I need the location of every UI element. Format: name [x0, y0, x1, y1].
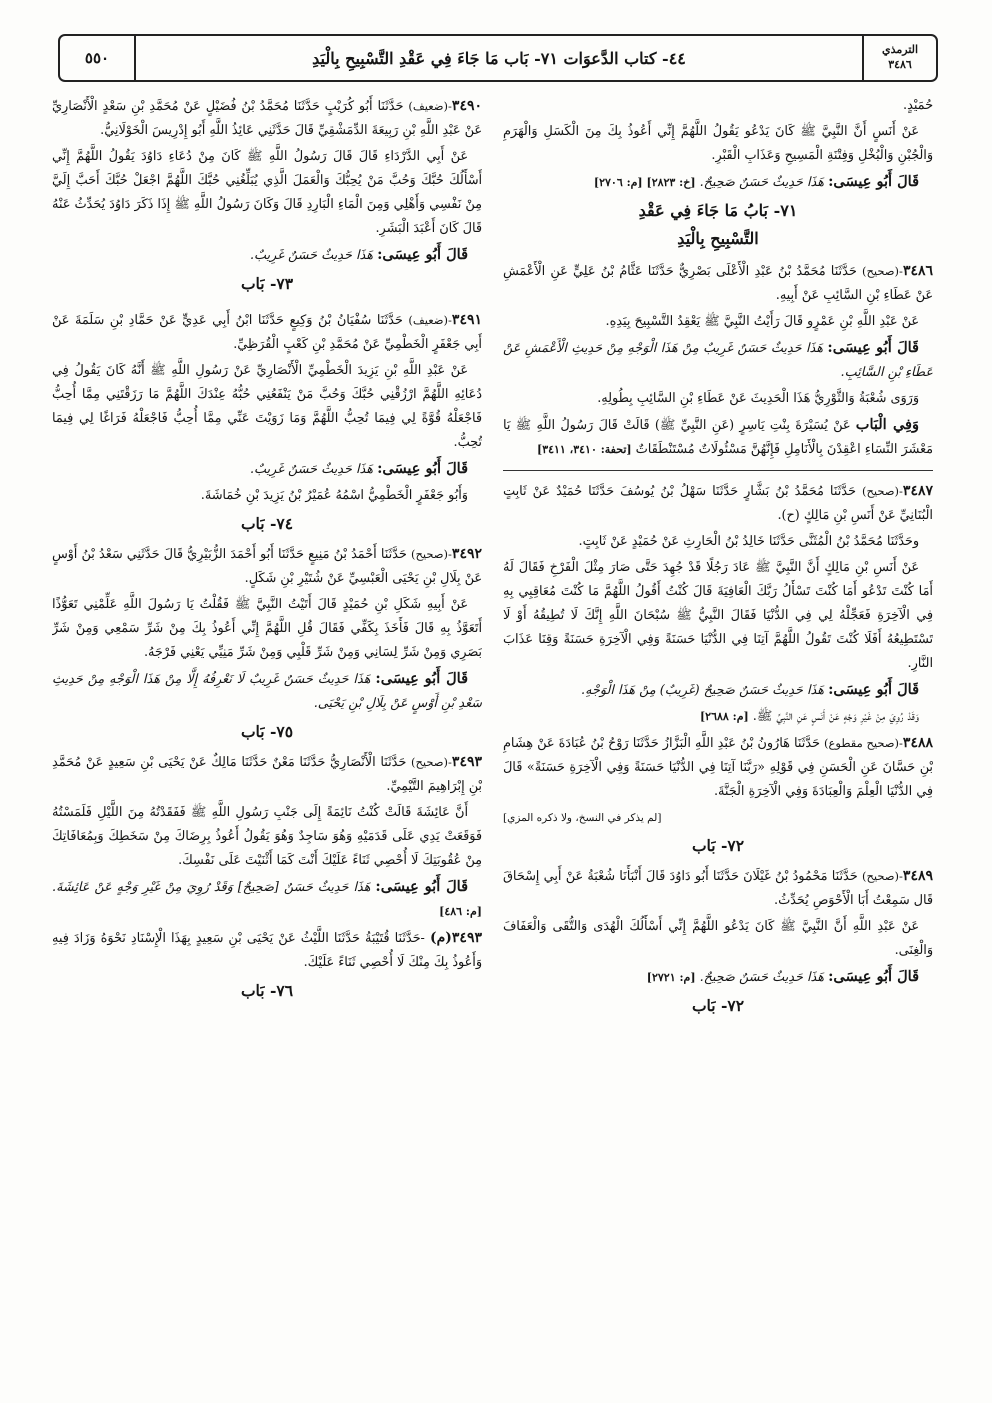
hadith-isnad: -حَدَّثَنَا قُتَيْبَةُ حَدَّثَنَا اللَّيْثُ عَنْ يَحْيَى بْنِ سَعِيدٍ بِهَذَا الْإِسْنَادِ نَحْوَهُ وَزَادَ فِيهِ وَأَعُوذُ بِكَ مِنْكَ لَا أُحْصِي ثَنَاءً عَلَيْكَ. — [52, 931, 482, 970]
grading-text: هَذَا حَدِيثٌ حَسَنٌ صَحِيحٌ. — [699, 175, 824, 190]
hadith-isnad: حَدَّثَنَا مَحْمُودُ بْنُ غَيْلَانَ حَدَّثَنَا أَبُو دَاوُدَ قَالَ أَنْبَأَنَا شُعْبَةُ عَنْ أَبِي إِسْحَاقَ قَال سَمِعْتُ أَبَا الْأَحْوَصِ يُحَدِّثُ. — [503, 869, 933, 908]
hadith-isnad: حَدَّثَنَا سُفْيَانُ بْنُ وَكِيعٍ حَدَّثَنَا ابْنُ أَبِي عَدِيٍّ عَنْ حَمَّادِ بْنِ سَلَمَةَ عَنْ أَبِي جَعْفَرٍ الْخَطْمِيِّ عَنْ مُحَمَّدِ بْنِ كَعْبٍ الْقُرَظِيِّ. — [52, 313, 482, 352]
chapter-title: ٤٤- كتاب الدَّعوَات ٧١- بَاب مَا جَاءَ فِي عَقْدِ التَّسْبِيحِ بِالْيَدِ — [312, 48, 686, 68]
reference: [م: ٤٨٦] — [439, 905, 482, 918]
chapter-74-heading: ٧٤- بَاب — [240, 514, 294, 533]
chapter-75-heading: ٧٥- بَاب — [240, 722, 294, 741]
reference: [خ: ٢٨٢٣] [م: ٢٧٠٦] — [593, 176, 696, 189]
abu-isa-label: قَالَ أَبُو عِيسَى: — [377, 246, 468, 263]
reference: [م: ٢٦٨٨] — [699, 710, 749, 723]
grading-text: هَذَا حَدِيثٌ حَسَنٌ غَرِيبٌ. — [249, 248, 373, 263]
hadith-3490-matn: عَنْ أَبِي الدَّرْدَاءِ قَالَ قَالَ رَسُولُ اللَّهِ ﷺ كَانَ مِنْ دُعَاءِ دَاوُدَ يَقُولُ اللَّهُمَّ إِنِّي أَسْأَلُكَ حُبَّكَ وَحُبَّ مَنْ يُحِبُّكَ وَالْعَمَلَ الَّذِي يُبَلِّغُنِي حُبَّكَ اللَّهُمَّ اجْعَلْ حُبَّكَ أَحَبَّ إِلَيَّ مِنْ نَفْسِي وَأَهْلِي وَمِنَ الْمَاءِ الْبَارِدِ قَالَ وَكَانَ رَسُولُ اللَّهِ ﷺ إِذَا ذَكَرَ دَاوُدَ يُحَدِّثُ عَنْهُ قَالَ كَانَ أَعْبَدَ الْبَشَرِ. — [52, 149, 482, 236]
hadith-3487 — [503, 479, 933, 528]
abu-isa-comment — [503, 678, 933, 703]
narrator-note: وَأَبُو جَعْفَرٍ الْخَطْمِيُّ اسْمُهُ عُمَيْرُ بْنُ يَزِيدَ بْنِ خُمَاشَةَ. — [200, 488, 468, 503]
continued-text: حُمَيْدٍ. — [903, 98, 933, 113]
hadith-grade: -(صحيح) — [861, 869, 903, 883]
chapter-71-title — [503, 197, 933, 253]
grading-text: هَذَا حَدِيثٌ حَسَنٌ غَرِيبٌ. — [249, 462, 373, 477]
hadith-3493 — [52, 750, 482, 799]
wa-fil-bab-label: وَفِي الْبَاب — [855, 416, 919, 433]
hadith-3487-isnad2: وحَدَّثَنَا مُحَمَّدُ بْنُ الْمُثَنَّى حَدَّثَنَا خَالِدُ بْنُ الْحَارِثِ عَنْ حُمَيْدٍ عَنْ ثَابِتٍ. — [578, 534, 919, 549]
grading-text: هَذَا حَدِيثٌ حَسَنٌ صَحِيحٌ (غَرِيبٌ) مِنْ هَذَا الْوَجْهِ. — [581, 683, 824, 698]
chapter-76-heading: ٧٦- بَاب — [240, 981, 294, 1000]
hadith-3493m — [52, 926, 482, 975]
abu-isa-comment — [503, 336, 933, 385]
hadith-3486 — [503, 259, 933, 308]
narration-note-text: وَقَدْ رُوِيَ مِنْ غَيْرِ وَجْهٍ عَنْ أَنَسٍ عَنِ النَّبِيِّ ﷺ. — [752, 709, 919, 724]
hadith-isnad: حَدَّثَنَا مُحَمَّدُ بْنُ عَبْدِ الْأَعْلَى بَصْرِيٌّ حَدَّثَنَا عَثَّامُ بْنُ عَلِيٍّ عَنِ الْأَعْمَشِ عَنْ عَطَاءِ بْنِ السَّائِبِ عَنْ أَبِيهِ. — [503, 264, 933, 303]
hadith-number: ٣٤٩٣(م) — [429, 930, 482, 946]
chapter-73-heading: ٧٣- بَاب — [240, 274, 294, 293]
wa-fil-bab-text: عَنْ يُسَيْرَةَ بِنْتِ يَاسِرٍ (عَنِ النَّبِيِّ ﷺ) قَالَتْ قَالَ رَسُولُ اللَّهِ ﷺ يَا مَعْشَرَ النِّسَاءِ اعْقِدْنَ بِالْأَنَامِلِ فَإِنَّهُنَّ مَسْئُولَاتٌ مُسْتَنْطَقَاتٌ — [503, 418, 933, 457]
book-box — [862, 36, 936, 80]
grading-text: هَذَا حَدِيثٌ حَسَنٌ صَحِيحٌ. — [699, 970, 824, 985]
hadith-3489-matn: عَنْ عَبْدِ اللَّهِ أَنَّ النَّبِيَّ ﷺ كَانَ يَدْعُو اللَّهُمَّ إِنِّي أَسْأَلُكَ الْهُدَى وَالتُّقَى وَالْعَفَافَ وَالْغِنَى. — [503, 919, 933, 958]
hadith-3492 — [52, 542, 482, 591]
abu-isa-label: قَالَ أَبُو عِيسَى: — [828, 681, 919, 698]
abu-isa-label: قَالَ أَبُو عِيسَى: — [377, 460, 468, 477]
hadith-number: ٣٤٩١ — [451, 312, 482, 328]
abu-isa-label: قَالَ أَبُو عِيسَى: — [828, 173, 919, 190]
hadith-number: ٣٤٩٠ — [451, 98, 482, 114]
grading-text: هَذَا حَدِيثٌ حَسَنٌ غَرِيبٌ مِنْ هَذَا الْوَجْهِ مِنْ حَدِيثِ الْأَعْمَشِ عَنْ عَطَاءِ بْنِ السَّائِبِ. — [503, 341, 933, 380]
narration-note: وَرَوَى شُعْبَةُ وَالثَّوْرِيُّ هَذَا الْحَدِيثَ عَنْ عَطَاءِ بْنِ السَّائِبِ بِطُولِهِ. — [597, 391, 919, 406]
reference: [م: ٢٧٢١] — [646, 971, 696, 984]
hadith-grade: -(ضعيف) — [408, 99, 452, 113]
hadith-number: ٣٤٩٣ — [451, 754, 482, 770]
hadith-number: ٣٤٨٦ — [902, 263, 933, 279]
chapter-72-heading-repeat: ٧٢- بَاب — [691, 996, 745, 1015]
book-hadith-number: ٣٤٨٦ — [888, 58, 912, 71]
hadith-isnad: حَدَّثَنَا الْأَنْصَارِيُّ حَدَّثَنَا مَعْنٌ حَدَّثَنَا مَالِكٌ عَنْ يَحْيَى بْنِ سَعِيدٍ عَنْ مُحَمَّدِ بْنِ إِبْرَاهِيمَ التَّيْمِيِّ. — [52, 755, 482, 794]
hadith-3493-matn: أَنَّ عَائِشَةَ قَالَتْ كُنْتُ نَائِمَةً إِلَى جَنْبِ رَسُولِ اللَّهِ ﷺ فَفَقَدْتُهُ مِنَ اللَّيْلِ فَلَمَسْتُهُ فَوَقَعَتْ يَدِي عَلَى قَدَمَيْهِ وَهُوَ سَاجِدٌ وَهُوَ يَقُولُ أَعُوذُ بِرِضَاكَ مِنْ سَخَطِكَ وَبِمُعَافَاتِكَ مِنْ عُقُوبَتِكَ لَا أُحْصِي ثَنَاءً عَلَيْكَ أَنْتَ كَمَا أَثْنَيْتَ عَلَى نَفْسِكَ. — [52, 805, 482, 868]
hadith-3491-matn: عَنْ عَبْدِ اللَّهِ بْنِ يَزِيدَ الْخَطْمِيِّ الْأَنْصَارِيِّ عَنْ رَسُولِ اللَّهِ ﷺ أَنَّهُ كَانَ يَقُولُ فِي دُعَائِهِ اللَّهُمَّ ارْزُقْنِي حُبَّكَ وَحُبَّ مَنْ يَنْفَعُنِي حُبُّهُ عِنْدَكَ اللَّهُمَّ مَا رَزَقْتَنِي مِمَّا أُحِبُّ فَاجْعَلْهُ قُوَّةً لِي فِيمَا تُحِبُّ اللَّهُمَّ وَمَا زَوَيْتَ عَنِّي مِمَّا أُحِبُّ فَاجْعَلْهُ فَرَاغًا لِي فِيمَا تُحِبُّ. — [52, 363, 482, 450]
wa-fil-bab — [503, 413, 933, 462]
abu-isa-comment — [503, 170, 933, 195]
book-name: الترمذي — [881, 43, 919, 57]
reference: [تحفة: ٣٤١٠، ٣٤١١] — [536, 443, 632, 456]
abu-isa-comment — [52, 667, 482, 716]
page-number: ٥٥٠ — [60, 36, 136, 80]
hadith-grade: -(ضعيف) — [408, 313, 452, 327]
hadith-3491 — [52, 308, 482, 357]
hadith-3490 — [52, 94, 482, 143]
hadith-isnad: حَدَّثَنَا أَحْمَدُ بْنُ مَنِيعٍ حَدَّثَنَا أَبُو أَحْمَدَ الزُّبَيْرِيُّ قَالَ حَدَّثَنِي سَعْدُ بْنُ أَوْسٍ عَنْ بِلَالِ بْنِ يَحْيَى الْعَبْسِيِّ عَنْ شُتَيْرِ بْنِ شَكَلٍ. — [52, 547, 482, 586]
continued-matn: عَنْ أَنَسٍ أَنَّ النَّبِيَّ ﷺ كَانَ يَدْعُو يَقُولُ اللَّهُمَّ إِنِّي أَعُوذُ بِكَ مِنَ الْكَسَلِ وَالْهَرَمِ وَالْجُبْنِ وَالْبُخْلِ وَفِتْنَةِ الْمَسِيحِ وَعَذَابِ الْقَبْرِ. — [503, 124, 933, 163]
hadith-3486-matn: عَنْ عَبْدِ اللَّهِ بْنِ عَمْرٍو قَالَ رَأَيْتُ النَّبِيَّ ﷺ يَعْقِدُ التَّسْبِيحَ بِيَدِهِ. — [605, 314, 919, 329]
abu-isa-label: قَالَ أَبُو عِيسَى: — [828, 968, 919, 985]
hadith-number: ٣٤٩٢ — [451, 546, 482, 562]
abu-isa-label: قَالَ أَبُو عِيسَى: — [375, 878, 468, 895]
hadith-isnad: حَدَّثَنَا هَارُونُ بْنُ عَبْدِ اللَّهِ الْبَزَّازُ حَدَّثَنَا رَوْحُ بْنُ عُبَادَةَ عَنْ هِشَامِ بْنِ حَسَّانَ عَنِ الْحَسَنِ فِي قَوْلِهِ «رَبَّنَا آتِنَا فِي الدُّنْيَا حَسَنَةً وَفِي الْآخِرَةِ حَسَنَةً» قَالَ فِي الدُّنْيَا الْعِلْمَ وَالْعِبَادَةَ وَفِي الْآخِرَةِ الْجَنَّةَ. — [503, 736, 933, 799]
narration-note — [503, 705, 933, 729]
abu-isa-comment — [52, 457, 482, 482]
right-column — [503, 94, 933, 1314]
hadith-grade: -(صحيح) — [410, 547, 452, 561]
chapter-72-heading: ٧٢- بَاب — [691, 836, 745, 855]
hadith-isnad: حَدَّثَنَا أَبُو كُرَيْبٍ حَدَّثَنَا مُحَمَّدُ بْنُ فُضَيْلٍ عَنْ مُحَمَّدِ بْنِ سَعْدٍ الْأَنْصَارِيِّ عَنْ عَبْدِ اللَّهِ بْنِ رَبِيعَةَ الدِّمَشْقِيِّ قَالَ حَدَّثَنِي عَائِذُ اللَّهِ أَبُو إِدْرِيسَ الْخَوْلَانِيُّ. — [52, 99, 482, 138]
grading-text: هَذَا حَدِيثٌ حَسَنٌ [صَحِيحٌ] وَقَدْ رُوِيَ مِنْ غَيْرِ وَجْهٍ عَنْ عَائِشَةَ. — [52, 880, 371, 895]
hadith-isnad: حَدَّثَنَا مُحَمَّدُ بْنُ بَشَّارٍ حَدَّثَنَا سَهْلُ بْنُ يُوسُفَ حَدَّثَنَا حُمَيْدٌ عَنْ ثَابِتٍ الْبُنَانِيِّ عَنْ أَنَسِ بْنِ مَالِكٍ (ح). — [503, 484, 933, 523]
hadith-grade: -(صحيح) — [410, 755, 452, 769]
left-column — [52, 94, 482, 1314]
hadith-grade: -(صحيح) — [861, 264, 903, 278]
hadith-grade: -(صحيح مقطوع) — [824, 736, 903, 750]
hadith-3492-matn: عَنْ أَبِيهِ شَكَلِ بْنِ حُمَيْدٍ قَالَ أَتَيْتُ النَّبِيَّ ﷺ فَقُلْتُ يَا رَسُولَ اللَّهِ عَلِّمْنِي تَعَوُّذًا أَتَعَوَّذُ بِهِ قَالَ فَأَخَذَ بِكَفِّي فَقَالَ قُلِ اللَّهُمَّ إِنِّي أَعُوذُ بِكَ مِنْ شَرِّ سَمْعِي وَمِنْ شَرِّ بَصَرِي وَمِنْ شَرِّ لِسَانِي وَمِنْ شَرِّ قَلْبِي وَمِنْ شَرِّ مَنِيِّي يَعْنِي فَرْجَهُ. — [52, 597, 482, 660]
chapter-71-title-line1: ٧١- بَابُ مَا جَاءَ فِي عَقْدِ — [638, 201, 798, 220]
footnote: [لم يذكر في النسخ، ولا ذكره المزي] — [503, 812, 662, 824]
abu-isa-comment — [503, 965, 933, 990]
section-divider — [503, 470, 933, 471]
abu-isa-label: قَالَ أَبُو عِيسَى: — [375, 670, 469, 687]
chapter-71-title-line2: التَّسْبِيحِ بِالْيَدِ — [677, 229, 759, 248]
hadith-3489 — [503, 864, 933, 913]
hadith-3488 — [503, 731, 933, 804]
hadith-grade: -(صحيح) — [861, 484, 903, 498]
running-header — [58, 34, 938, 82]
grading-text: هَذَا حَدِيثٌ حَسَنٌ غَرِيبٌ لَا نَعْرِفُهُ إِلَّا مِنْ هَذَا الْوَجْهِ مِنْ حَدِيثِ سَعْدِ بْنِ أَوْسٍ عَنْ بِلَالِ بْنِ يَحْيَى. — [52, 672, 482, 711]
hadith-number: ٣٤٨٩ — [902, 868, 933, 884]
abu-isa-comment — [52, 875, 482, 924]
hadith-3487-matn: عَنْ أَنَسِ بْنِ مَالِكٍ أَنَّ النَّبِيَّ ﷺ عَادَ رَجُلًا قَدْ جُهِدَ حَتَّى صَارَ مِثْلَ الْفَرْخِ فَقَالَ لَهُ أَمَا كُنْتَ تَدْعُو أَمَا كُنْتَ تَسْأَلُ رَبَّكَ الْعَافِيَةَ قَالَ كُنْتُ أَقُولُ اللَّهُمَّ مَا كُنْتَ مُعَاقِبِي بِهِ فِي الْآخِرَةِ فَعَجِّلْهُ لِي فِي الدُّنْيَا فَقَالَ النَّبِيُّ ﷺ سُبْحَانَ اللَّهِ إِنَّكَ لَا تُطِيقُهُ أَوْ لَا تَسْتَطِيعُهُ أَفَلَا كُنْتَ تَقُولُ اللَّهُمَّ آتِنَا فِي الدُّنْيَا حَسَنَةً وَفِي الْآخِرَةِ حَسَنَةً وَقِنَا عَذَابَ النَّارِ. — [503, 560, 933, 671]
hadith-number: ٣٤٨٨ — [902, 735, 933, 751]
abu-isa-label: قَالَ أَبُو عِيسَى: — [827, 339, 919, 356]
hadith-number: ٣٤٨٧ — [902, 483, 933, 499]
abu-isa-comment — [52, 243, 482, 268]
